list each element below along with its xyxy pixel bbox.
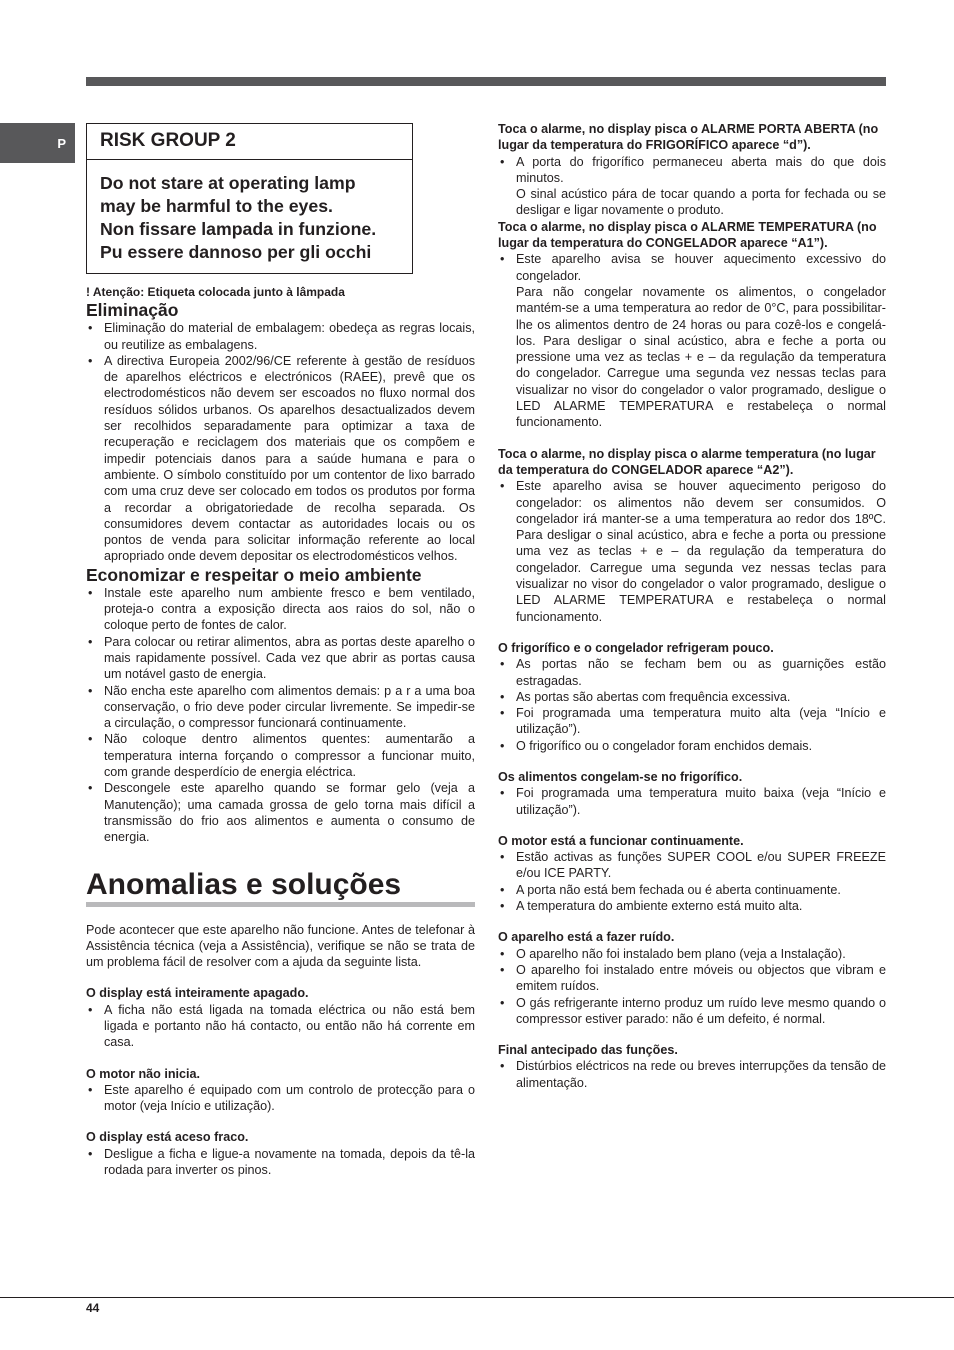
solution-list [86,1082,475,1115]
list-item: • As portas são abertas com frequência excessiva. [498,689,886,705]
problem-heading: O display está inteiramente apagado. [86,986,309,1001]
list-item: • O aparelho foi instalado entre móveis ou objectos que vibram e emitem ruídos. [498,962,886,995]
warning-title: RISK GROUP 2 [87,124,412,160]
solution-list [498,251,886,430]
problem-heading: O display está aceso fraco. [86,1130,249,1145]
warning-line: may be harmful to the eyes. [100,196,333,216]
solution-list [498,154,886,219]
list-item [498,251,886,430]
list-item: • Descongele este aparelho quando se formar gelo (veja a Manutenção); uma camada grossa de gelo torna mais difícil a transmissão do frio aos alimentos e aumenta o consumo de energia. [86,780,475,845]
left-column [86,123,475,1178]
list-item: • Instale este aparelho num ambiente fresco e bem ventilado, proteja-o contra a exposição directa aos raios do sol, não o coloque perto de fontes de calor. [86,585,475,634]
solution-list [86,1146,475,1179]
list-item: • Foi programada uma temperatura muito baixa (veja “Início e utilização”). [498,785,886,818]
list-item: • Desligue a ficha e ligue-a novamente na tomada, depois da tê-la rodada para inverter os pinos. [86,1146,475,1179]
solution-list [498,946,886,1027]
problem-heading: Final antecipado das funções. [498,1043,678,1058]
economizar-list [86,585,475,846]
list-item: • O aparelho não foi instalado bem plano (veja a Instalação). [498,946,886,962]
list-item: • As portas não se fecham bem ou as guarnições estão estragadas. [498,656,886,689]
list-item: • A temperatura do ambiente externo está muito alta. [498,898,886,914]
bottom-rule [0,1297,954,1298]
problem-heading: O aparelho está a fazer ruído. [498,930,675,945]
list-item: • Eliminação do material de embalagem: obedeça as regras locais, ou reutilize as embalagens. [86,320,475,353]
problem-heading: O motor não inicia. [86,1066,201,1081]
section-heading-eliminacao: Eliminação [86,300,179,321]
list-item: • A directiva Europeia 2002/96/CE referente à gestão de resíduos de aparelhos eléctricos e electrónicos (RAEE), prevê que os electrodomésticos não devem ser escoados no fluxo normal dos resíduos sólidos urbanos. Os aparelhos desactualizados devem ser recolhidos separadamente para optimizar a taxa de recuperação e reciclagem dos materiais que os compõem e impedir potenciais danos para a saúde humana e para o ambiente. O símbolo constituído por um contentor de lixo barrado com uma cruz deve ser colocado em todos os produtos por forma a recordar a obrigatoriedade de recolha separada. Os consumidores devem contactar as autoridades locais ou os pontos de venda para solicitar informação referente ao local apropriado onde devem depositar os electrodomésticos velhos. [86,353,475,565]
problem-heading: Os alimentos congelam-se no frigorífico. [498,769,743,784]
list-item-text: Este aparelho avisa se houver aquecimento excessivo do congelador. [516,252,886,283]
top-rule [86,77,886,86]
solution-list [498,1058,886,1091]
list-item [498,154,886,219]
attention-note: ! Atenção: Etiqueta colocada junto à lâmpada [86,285,345,299]
warning-line: Non fissare lampada in funzione. [100,219,377,239]
page-number: 44 [86,1301,100,1315]
warning-box [86,123,413,274]
list-item-text: A porta do frigorífico permaneceu aberta mais do que dois minutos. [516,154,886,185]
eliminacao-list [86,320,475,564]
list-item: • Foi programada uma temperatura muito alta (veja “Início e utilização”). [498,705,886,738]
problem-heading: Toca o alarme, no display pisca o ALARME PORTA ABERTA (no lugar da temperatura do FRIGORÍFICO aparece “d”). [498,122,879,153]
list-item: • A ficha não está ligada na tomada eléctrica ou não está bem ligada e portanto não há contacto, ou então não há corrente em casa. [86,1002,475,1051]
problem-heading: O frigorífico e o congelador refrigeram pouco. [498,640,774,655]
solution-list [498,478,886,625]
list-item: • A porta não está bem fechada ou é aberta continuamente. [498,882,886,898]
problem-heading: Toca o alarme, no display pisca o ALARME TEMPERATURA (no lugar da temperatura do CONGELADOR aparece “A1”). [498,219,877,251]
list-item: • Distúrbios eléctricos na rede ou breves interrupções da tensão de alimentação. [498,1058,886,1091]
intro-paragraph: Pode acontecer que este aparelho não funcione. Antes de telefonar à Assistência técnica (veja a Assistência), verifique se não se trata de um problema fácil de resolver com a ajuda da seguinte lista. [86,922,475,970]
list-item: • Este aparelho avisa se houver aquecimento perigoso do congelador: os alimentos não devem ser consumidos. O congelador irá manter-se a uma temperatura ao redor dos 18ºC. Para desligar o sinal acústico, abra e feche a porta ou pressione uma vez as teclas + e – da regulação da temperatura do congelador. Carregue uma segunda vez nessas teclas para visualizar no visor do congelador o valor programado, desligue o LED ALARME TEMPERATURA e restabeleça o normal funcionamento. [498,478,886,625]
section-heading-economizar: Economizar e respeitar o meio ambiente [86,564,422,585]
list-item: • O frigorífico ou o congelador foram enchidos demais. [498,738,886,754]
list-item: • Não coloque dentro alimentos quentes: aumentarão a temperatura interna forçando o compressor a funcionar muito, com grande desperdício de energia eléctrica. [86,731,475,780]
problem-heading: O motor está a funcionar continuamente. [498,833,744,848]
list-item-continuation: O sinal acústico pára de tocar quando a porta for fechada ou se desligar e ligar novamente o produto. [516,187,886,218]
solution-list [498,785,886,818]
warning-line: Do not stare at operating lamp [100,173,356,193]
right-column [498,121,886,1091]
page-title: Anomalias e soluções [86,868,475,907]
solution-list [498,849,886,914]
list-item: • O gás refrigerante interno produz um ruído leve mesmo quando o compressor estiver parado: não é um defeito, é normal. [498,995,886,1028]
warning-line: Pu essere dannoso per gli occhi [100,242,372,262]
solution-list [86,1002,475,1051]
list-item: • Para colocar ou retirar alimentos, abra as portas deste aparelho o mais rapidamente possível. Cada vez que abrir as portas causa um notável gasto de energia. [86,634,475,683]
list-item: • Este aparelho é equipado com um controlo de protecção para o motor (veja Início e utilização). [86,1082,475,1115]
language-tab [0,123,75,163]
warning-text [87,160,412,273]
language-tab-label: P [57,135,66,151]
list-item: • Não encha este aparelho com alimentos demais: p a r a uma boa conservação, o frio deve poder circular livremente. Se impedir-se a circulação, o compressor funcionará continuamente. [86,683,475,732]
solution-list [498,656,886,754]
list-item-continuation: Para não congelar novamente os alimentos, o congelador mantém-se a uma temperatura ao redor de 0°C, para possibilitar-lhe os alimentos dentro de 24 horas ou para cozê-los e congelá-los. Para desligar o sinal acústico, abra e feche a porta ou pressione uma vez as teclas + e – da regulação da temperatura do congelador. Carregue uma segunda vez nessas teclas para visualizar no visor do congelador o valor programado, desligue o LED ALARME TEMPERATURA e restabeleça o normal funcionamento. [516,284,886,430]
list-item: • Estão activas as funções SUPER COOL e/ou SUPER FREEZE e/ou ICE PARTY. [498,849,886,882]
problem-heading: Toca o alarme, no display pisca o alarme temperatura (no lugar da temperatura do CONGELADOR aparece “A2”). [498,446,876,477]
